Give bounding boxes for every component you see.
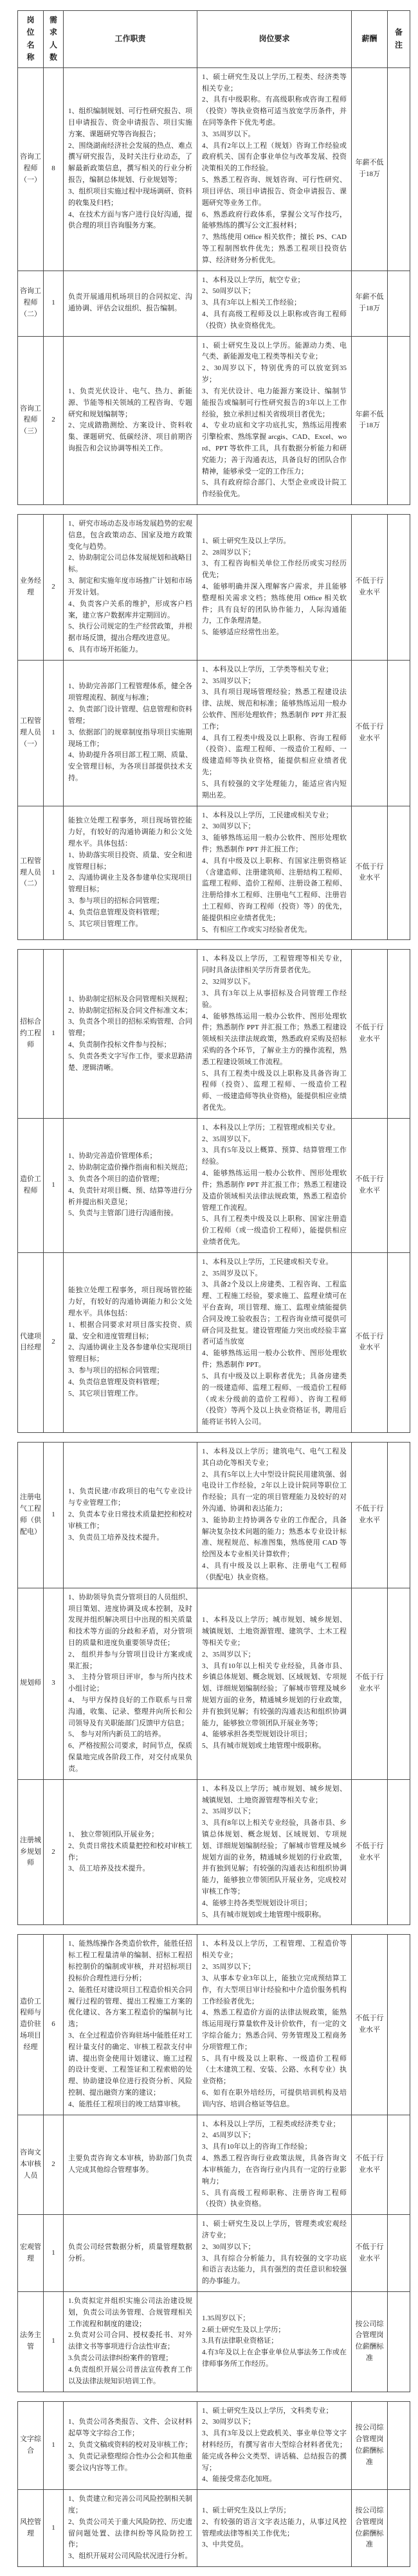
note-cell bbox=[388, 2490, 410, 2567]
duties-cell bbox=[64, 2215, 197, 2292]
salary-cell: 不低于行业水平 bbox=[352, 806, 388, 940]
note-cell bbox=[388, 1118, 410, 1252]
requirement-item: 1、本科及以上学历，工民建或相关专业。 bbox=[202, 1257, 333, 1266]
duty-item: 负责开展通用机场项目的合同拟定、沟通协调、评估会议组织、报告编制。 bbox=[68, 293, 192, 313]
requirement-item: 2、具有中级职称。有高级职称或咨询工程师（投资）等执业资格可适当放宽学历条件，并在同等条件下优先考虑。 bbox=[202, 96, 347, 127]
requirement-item: 3、具有3年及以上党政机关、事业单位等文字材料经历，有撰写省市大型综合材料者优先；能完成各种公文类型、讲话稿、总结报告的撰写； bbox=[202, 2429, 347, 2472]
duties-cell bbox=[64, 515, 197, 661]
requirement-item: 3、有工程咨询相关单位工作经历或实习经历优先； bbox=[202, 560, 347, 580]
duties-cell bbox=[64, 2401, 197, 2490]
requirement-item: 1、硕士研究生及以上学历。 bbox=[202, 537, 291, 545]
requirement-item: 1、本科及以上学历；工程管理或相关专业。 bbox=[202, 1123, 340, 1132]
duties-cell bbox=[64, 1588, 197, 1779]
requirement-item: 2、35周岁以下； bbox=[202, 677, 255, 685]
duty-item: 5、其它项目管理工作。 bbox=[68, 919, 143, 928]
duty-item: 2、沟通协调业主及各参建单位实现项目管理目标； bbox=[68, 874, 192, 894]
salary-cell: 不低于行业水平 bbox=[352, 1935, 388, 2115]
requirement-item: 2、35周岁及以下。 bbox=[202, 1269, 262, 1277]
duty-item: 2、协助制定公司总体发展规划和战略目标。 bbox=[68, 554, 192, 574]
duty-item: 3、依据部门的规章制度指导项目实施期现场工作； bbox=[68, 728, 192, 748]
requirement-item: 3、具有8年以上相关专业经验，具备市县、乡镇总体规划、概念规划、区域规划、专项规划、详细规划编制经验；了解城市管理及城乡规划方面的业务，精通城乡规划的行业政策，并有独到见解；有较强的沟通表达和组织协调能力，能够独立带领团队开展业务，完成校对审核工作等； bbox=[202, 1819, 347, 1896]
position-name-cell: 法务主管 bbox=[18, 2292, 44, 2392]
duty-item: 1、负责建立和完善公司风险控制相关制度； bbox=[68, 2495, 192, 2514]
requirement-item: 3、有光伏设计、电力能源方案设计、编制节能报告或编制可行性研究报告的3年以上工作经验，独立承担过相关省级项目者优先； bbox=[202, 387, 347, 418]
duty-item: 4、负责信息管理及资料管理； bbox=[68, 908, 164, 916]
table-row bbox=[18, 271, 410, 336]
recruitment-table-section-2 bbox=[17, 514, 410, 940]
duties-cell bbox=[64, 1118, 197, 1252]
duty-item: 4、负责针对项目概、预、结算等进行分析并提出相关意见； bbox=[68, 1186, 192, 1206]
requirements-cell bbox=[197, 1252, 352, 1432]
duties-cell bbox=[64, 806, 197, 940]
requirement-item: 2、45周岁以下； bbox=[202, 2131, 255, 2140]
headcount-cell: 6 bbox=[44, 1935, 64, 2115]
duty-item: 3、在全过程造价咨询驻场中能胜任对工程计量支付的确定、审核工程款支付申请、提出资金使用计划建议、施工过程的设计变更、工程签证和工程索赔的处理、协助建设单位进行投资分析、风险控制、提出融资方案的建议； bbox=[68, 2031, 192, 2097]
requirement-item: 3、具有综合分析能力，具有较强的文字功底和语言表达能力，具有强烈的责任意识和较强的办事能力。 bbox=[202, 2254, 347, 2286]
position-name-cell: 工程管理人员（一） bbox=[18, 660, 44, 806]
requirement-item: 1、硕士研究生及以上学历； bbox=[202, 2507, 291, 2514]
duties-cell bbox=[64, 2490, 197, 2567]
requirements-cell bbox=[197, 806, 352, 940]
position-name-cell: 咨询文本审核人员 bbox=[18, 2115, 44, 2215]
requirements-cell bbox=[197, 1442, 352, 1588]
table-row bbox=[18, 1935, 410, 2115]
requirements-cell bbox=[197, 515, 352, 661]
salary-cell: 按公司综合管理岗位薪酬标准 bbox=[352, 2292, 388, 2392]
requirement-item: 6、如有在职外培经历，可提供培训机构及培训内容、培训合格证等信息。 bbox=[202, 2089, 347, 2108]
table-row bbox=[18, 1118, 410, 1252]
position-name-cell: 造价工程师与造价驻场项目经理 bbox=[18, 1935, 44, 2115]
requirement-item: 4、具有中级及以上职称、注册电气工程师（供配电）执业资格。 bbox=[202, 1562, 347, 1581]
note-cell bbox=[388, 67, 410, 271]
duty-item: 1、组织编制规划、可行性研究报告、项目申请报告、资金申请报告、项目实施方案、课题研究等咨询报告； bbox=[68, 107, 192, 138]
requirements-cell bbox=[197, 2115, 352, 2215]
duty-item: 4.负责组织开展公司普法宣传教育工作以及法律法规知识培训工作。 bbox=[68, 2365, 192, 2385]
headcount-cell: 8 bbox=[44, 67, 64, 271]
requirement-item: 3.具有法律职业资格证； bbox=[202, 2337, 278, 2345]
duties-cell bbox=[64, 950, 197, 1118]
duty-item: 3、负责各个项目的造价管理； bbox=[68, 1175, 164, 1183]
duty-item: 1、研究市场动态及市场发展趋势的宏观信息，包含政策动态、国家及地方政策变化与趋势。 bbox=[68, 520, 192, 551]
requirement-item: 5、能够适应经常性出差。 bbox=[202, 628, 284, 637]
duty-item: 1、协助领导负责分管项目的人员组织、项目策划、进度协调及成本控制，及时发现并组织解决项目中出现的相关质量和技术等方面的分歧和矛盾，对分管项目的质量和进度负重要领导责任； bbox=[68, 1593, 192, 1647]
requirement-item: 1、本科及以上学历，工民建或相关专业； bbox=[202, 811, 333, 819]
salary-cell: 不低于行业水平 bbox=[352, 1442, 388, 1588]
note-cell bbox=[388, 1779, 410, 1925]
position-name-cell: 咨询工程师（二） bbox=[18, 271, 44, 336]
requirement-item: 1、本科及以上学历，工学类等相关专业； bbox=[202, 665, 333, 673]
note-cell bbox=[388, 2292, 410, 2392]
headcount-cell: 2 bbox=[44, 1252, 64, 1432]
table-row bbox=[18, 950, 410, 1118]
note-cell bbox=[388, 1252, 410, 1432]
position-name-cell: 注册城乡规划师 bbox=[18, 1779, 44, 1925]
duty-item: 1、 独立带领团队开展业务； bbox=[68, 1830, 159, 1838]
note-cell bbox=[388, 2215, 410, 2292]
requirement-item: 3、中共党员。 bbox=[202, 2541, 248, 2549]
salary-cell: 年薪不低于18万 bbox=[352, 271, 388, 336]
requirements-cell bbox=[197, 2401, 352, 2490]
duty-item: 3、负责记录整理综合性办公会和其他重要会议内容等工作。 bbox=[68, 2452, 192, 2472]
headcount-cell: 1 bbox=[44, 660, 64, 806]
table-row bbox=[18, 2115, 410, 2215]
requirement-item: 3、具有3年以上相关工作经验； bbox=[202, 299, 301, 307]
duty-item: 主要负责咨询文本审核，协助部门负责人完成其他综合管理事务。 bbox=[68, 2154, 192, 2174]
requirement-item: 2、28周岁以下； bbox=[202, 548, 255, 556]
note-cell bbox=[388, 515, 410, 661]
table-row bbox=[18, 2401, 410, 2490]
duty-item: 3、员工培养及技术提升。 bbox=[68, 1865, 150, 1873]
duty-item: 2、围绕湖南经济社会发展的热点、难点撰写研究报告，及时关注行业动态，了解最新政策信息，撰写相关的行业分析报告，编制总体规划、行业规划等； bbox=[68, 141, 192, 184]
requirement-item: 3、从事本专业3年以上，能独立完成预结算工作，有大型项目审计经验和中介造价服务机构工作经验者优先； bbox=[202, 1974, 347, 2005]
position-name-cell: 工程管理人员（二） bbox=[18, 806, 44, 940]
note-header: 备注 bbox=[388, 11, 410, 68]
recruitment-table-section-5 bbox=[17, 1934, 410, 2392]
table-row bbox=[18, 1779, 410, 1925]
headcount-cell: 3 bbox=[44, 1588, 64, 1779]
requirement-item: 2、具有5年以上大中型设计院民用建筑强、弱电设计工作经验，2年以上设计院同等职位工作经验；具有一定的项目管理能力及较好的对外沟通、协调和表达能力； bbox=[202, 1470, 347, 1513]
requirement-item: 3、具有3年以上从事招标及合同管理工作经验。 bbox=[202, 989, 347, 1009]
headcount-cell: 1 bbox=[44, 1442, 64, 1588]
salary-cell: 不低于行业水平 bbox=[352, 1779, 388, 1925]
duty-item: 4、负责信息管理及资料管理； bbox=[68, 1378, 164, 1386]
duty-item: 2、负责部门设计管理、信息管理和资料管理； bbox=[68, 706, 192, 725]
note-cell bbox=[388, 1442, 410, 1588]
requirement-item: 1、本科及以上学历，工程管理、工程造价等相关专业； bbox=[202, 1940, 347, 1960]
requirement-item: 3、能协助主持协调各专业的工作配合，具备解决复杂技术问题的能力；熟悉本专业设计标准、规程规范、标准图集，熟练使用 CAD 等绘图及本专业相关计算软件； bbox=[202, 1516, 347, 1559]
requirement-item: 4、能够承担各类型规划设计项目； bbox=[202, 1730, 312, 1739]
requirement-item: 5、具有较强的文字处理能力，能适应省内短期出差。 bbox=[202, 779, 347, 799]
duty-item: 2.负责对公司合同、授权委托书、对外法律文书等事项进行合法性审查； bbox=[68, 2331, 192, 2351]
requirement-item: 7、熟练使用 Office 相关软件；擅长 PS、CAD 等工程制图软件优先；熟悉工程项目投资估算、经济财务分析优先。 bbox=[202, 233, 347, 264]
duty-item: 5、其它项目管理工作。 bbox=[68, 1389, 143, 1398]
duties-cell bbox=[64, 1442, 197, 1588]
salary-cell: 年薪不低于18万 bbox=[352, 67, 388, 271]
recruitment-table-section-6 bbox=[17, 2401, 410, 2568]
requirement-item: 4、能够明确并深入理解客户需求，并且能够整理相关需求文档；熟练使用 Office 相关软件；具有良好的团队协作能力，人际沟通能力，工作条理清楚。 bbox=[202, 582, 347, 625]
headcount-cell: 1 bbox=[44, 806, 64, 940]
duty-item: 3、 主持分管项目评审，参与所内技术小组讨论； bbox=[68, 1673, 192, 1693]
position-name-header: 岗位名称 bbox=[18, 11, 44, 68]
requirement-item: 2、32周岁以下。 bbox=[202, 978, 255, 986]
requirement-item: 5、具有政府综合部门、大型企业或设计院工作经验优先。 bbox=[202, 479, 347, 499]
requirement-item: 4、具有高级工程师及以上职称或咨询工程师（投资）执业资格优先。 bbox=[202, 310, 347, 330]
headcount-cell: 1 bbox=[44, 2292, 64, 2392]
requirement-item: 3、具有5年及以上概算、预算、结算管理工作经验。 bbox=[202, 1146, 347, 1166]
duty-item: 3、负责员工培养及技术提升。 bbox=[68, 1533, 164, 1541]
duty-item: 5、负责与主管部门进行沟通衔接。 bbox=[68, 1209, 178, 1218]
note-cell bbox=[388, 660, 410, 806]
requirement-item: 1.35周岁以下； bbox=[202, 2314, 250, 2322]
position-name-cell: 招标合约工程师 bbox=[18, 950, 44, 1118]
requirement-item: 1、硕士研究生及以上学历。能源动力类、电气类、新能源发电工程类等相关专业； bbox=[202, 341, 347, 361]
requirements-cell bbox=[197, 1118, 352, 1252]
duty-item: 2、完成踏勘测绘、方案设计、资料收集、课题研究、低碳经济、项目前期咨询报告和会议协调等相关工作。 bbox=[68, 422, 192, 452]
requirement-item: 5、具有工程类中级及以上职称、国家注册造价工程师（或一级造价工程师），能提供相应业绩者优先。 bbox=[202, 1215, 347, 1246]
table-row bbox=[18, 806, 410, 940]
duties-cell bbox=[64, 1935, 197, 2115]
requirement-item: 4、具有2年以上工程（规划）咨询工作经验或政府机关、国有企事业单位与改革发展、投资决策相关的工作经验。 bbox=[202, 141, 347, 173]
table-header-row bbox=[18, 11, 410, 68]
duty-item: 1、负责公司各类报告、文件、会议材料起草等文字综合工作； bbox=[68, 2418, 192, 2438]
note-cell bbox=[388, 2401, 410, 2490]
duty-item: 1、能熟练操作各类造价软件，能胜任招标工程工程量清单的编制、招标工程招标控制价的编制或审核，并对招标项目投标价合理性进行分析； bbox=[68, 1940, 192, 1982]
requirement-item: 4、能接受常态化加班。 bbox=[202, 2475, 277, 2483]
position-name-cell: 业务经理 bbox=[18, 515, 44, 661]
requirement-item: 1、本科及以上学历，航空专业； bbox=[202, 276, 305, 284]
table-row bbox=[18, 1252, 410, 1432]
requirement-item: 1、硕士研究生及以上学历，管理类或宏观经济专业； bbox=[202, 2220, 347, 2239]
duty-item: 4、在技术方面与客户进行良好沟通，提供合理的项目咨询服务方案。 bbox=[68, 210, 192, 230]
requirement-item: 4、专业功底和文字功底扎实，熟练运用搜索引擎检索、熟练掌握 arcgis、CAD、Excel、word、PPT 等软件工具，具有数据分析能力和研究能力；善于沟通表达，具备良好的团队合作精神，能够承受一定的工作压力； bbox=[202, 422, 347, 475]
duty-item: 6、具有市场开拓能力。 bbox=[68, 645, 143, 653]
duty-item: 2、协助制定造价操作指南和相关规范； bbox=[68, 1164, 192, 1172]
note-cell bbox=[388, 806, 410, 940]
requirement-item: 2、35周岁以下。 bbox=[202, 1135, 255, 1143]
requirement-item: 4、能够熟练运用一般办公软件、图形处理软件；熟悉制作 PPT 并汇报工作；熟悉工程建设及造价领域相关法律法规政策，熟悉工程造价管理工作流程。 bbox=[202, 1169, 347, 1212]
salary-cell: 不低于行业水平 bbox=[352, 1118, 388, 1252]
requirement-item: 4、具有工程类中级及以上职称、咨询工程师（投资）、监理工程师、一级造价工程师、一级建造师等执业资格，能提供相应业绩者优先； bbox=[202, 734, 347, 777]
duties-header: 工作职责 bbox=[64, 11, 197, 68]
headcount-cell: 1 bbox=[44, 2215, 64, 2292]
requirement-item: 1、本科及以上学历；城市规划、城乡规划、城镇规划、土地资源管理、建筑学、土木工程等相关专业； bbox=[202, 1616, 347, 1647]
requirements-cell bbox=[197, 2292, 352, 2392]
position-name-cell: 咨询工程师（一） bbox=[18, 67, 44, 271]
note-cell bbox=[388, 2115, 410, 2215]
requirement-item: 4、具有中级及以上职称、有国家注册资格证（含建造师、注册建筑师、注册结构工程师、监理工程师、造价工程师、注册设备工程师、注册给排水工程师、注册电气工程师、注册岩土工程师、咨询工程师（投资）等）的优先，能提供相应业绩者优先； bbox=[202, 857, 347, 922]
salary-header: 薪酬 bbox=[352, 11, 388, 68]
table-row bbox=[18, 336, 410, 504]
headcount-cell: 1 bbox=[44, 950, 64, 1118]
duty-item: 4、 与甲方保持良好的工作联系与日常沟通，收集、记录、整理并向所长和公司领导及有关职能部门反馈甲方信息； bbox=[68, 1696, 192, 1727]
position-name-cell: 文字综合 bbox=[18, 2401, 44, 2490]
duties-cell bbox=[64, 1252, 197, 1432]
duty-item: 能独立处理工程事务，项目现场管控能力好，有较好的沟通协调能力和公文处理水平。具体包括： bbox=[68, 1286, 192, 1317]
duties-cell bbox=[64, 2115, 197, 2215]
duty-item: 1、协助完善部门工程管理体系，健全各项管理流程、制度与标准； bbox=[68, 682, 192, 702]
requirement-item: 3、能够熟练运用一般办公软件、图形处理软件；熟悉制作 PPT 并汇报工作； bbox=[202, 834, 347, 853]
requirements-header: 岗位要求 bbox=[197, 11, 352, 68]
duties-cell bbox=[64, 336, 197, 504]
position-name-cell: 注册电气工程师（供配电） bbox=[18, 1442, 44, 1588]
requirement-item: 5、具有城市规划或土地管理中级职称。 bbox=[202, 1910, 326, 1919]
note-cell bbox=[388, 271, 410, 336]
duty-item: 2、沟通协调业主及各参建单位实现项目管理目标； bbox=[68, 1344, 192, 1364]
note-cell bbox=[388, 1935, 410, 2115]
headcount-cell: 1 bbox=[44, 2490, 64, 2567]
duty-item: 1、负责光伏设计、电气、热力、新能源、节能等相关领域的工程咨询、专题研究和规划编制等； bbox=[68, 387, 192, 418]
table-row bbox=[18, 2215, 410, 2292]
requirement-item: 4、能够熟练运用一般办公软件、图形处理软件；熟悉制作 PPT。 bbox=[202, 1349, 347, 1369]
requirement-item: 5、有相应工作或实习经验者优先。 bbox=[202, 925, 312, 934]
requirement-item: 2、35周岁以下； bbox=[202, 1650, 255, 1658]
requirement-item: 2、30周岁以下； bbox=[202, 2243, 255, 2251]
requirement-item: 4.有3年及以上在企事业单位从事法务工作或在律师事务所工作经历。 bbox=[202, 2349, 347, 2368]
salary-cell: 年薪不低于18万 bbox=[352, 336, 388, 504]
duty-item: 3、组织项目实施过程中现场调研、资料的收集及归档； bbox=[68, 187, 192, 207]
duty-item: 2、负责本专业日常技术质量把控和校对审核工作； bbox=[68, 1510, 192, 1530]
position-name-cell: 风控管理 bbox=[18, 2490, 44, 2567]
position-name-cell: 宏观管理 bbox=[18, 2215, 44, 2292]
duty-item: 2、负责公司关于重大风险防控、历史遗留问题处置、法律纠纷等风险防控工作； bbox=[68, 2518, 192, 2549]
position-name-cell: 造价工程师 bbox=[18, 1118, 44, 1252]
duty-item: 4、协助提升各项目部工程工期、质量、安全管理目标，为各项目部提供技术支持。 bbox=[68, 751, 192, 782]
requirements-cell bbox=[197, 2490, 352, 2567]
salary-cell: 不低于行业水平 bbox=[352, 515, 388, 661]
headcount-cell: 1 bbox=[44, 1118, 64, 1252]
requirement-item: 2、50周岁以下； bbox=[202, 287, 255, 296]
duty-item: 5、执行公司规定的生产经营政策，并根据市场反馈，提出合理改进意见。 bbox=[68, 623, 192, 643]
requirement-item: 2、30周岁以下； bbox=[202, 2418, 255, 2426]
requirements-cell bbox=[197, 660, 352, 806]
requirement-item: 1、硕士研究生及以上学历,工程类、经济类等相关专业； bbox=[202, 73, 347, 93]
duty-item: 负责公司经营数据分析，质量管理数据分析。 bbox=[68, 2243, 192, 2262]
salary-cell: 按公司综合管理岗位薪酬标准 bbox=[352, 2401, 388, 2490]
salary-cell: 不低于行业水平 bbox=[352, 950, 388, 1118]
requirement-item: 1、本科及以上学历；城市规划、城乡规划、城镇规划、土地资源管理等相关专业； bbox=[202, 1784, 347, 1804]
requirement-item: 2、30周岁以下，特别优秀的可以放宽到35岁； bbox=[202, 364, 347, 384]
duty-item: 3.负责公司法律纠纷案件的管理； bbox=[68, 2354, 173, 2363]
salary-cell: 不低于行业水平 bbox=[352, 2115, 388, 2215]
requirement-item: 3、具有10年以上的咨询工作经验； bbox=[202, 2143, 312, 2151]
headcount-cell: 2 bbox=[44, 336, 64, 504]
note-cell bbox=[388, 336, 410, 504]
salary-cell: 不低于行业水平 bbox=[352, 1588, 388, 1779]
duty-item: 2、协助制定招标及合同文件标准文本； bbox=[68, 1006, 192, 1015]
requirements-cell bbox=[197, 1588, 352, 1779]
requirement-item: 3、具备2个及以上房建类、工程咨询、工程监理、工程施工经验，要求施工、监理业绩可在平台查询，项目管理、施工、监理业绩能提供合同及竣工验收报告；工程咨询业绩可提供可研合同及批复。建设管理能力突出或经验丰富者可适当放宽 bbox=[202, 1281, 347, 1346]
requirement-item: 5、具有高级工程师职称、注册咨询工程师（投资）执业资格。 bbox=[202, 2189, 347, 2208]
position-name-cell: 规划师 bbox=[18, 1588, 44, 1779]
requirement-item: 5、熟悉工程咨询、规划咨询、可行性研究、项目评估、项目申请报告、资金申请报告、课题研究等业务工作。 bbox=[202, 176, 347, 207]
requirement-item: 1、本科及以上学历，工程类或经济类专业； bbox=[202, 2120, 340, 2128]
requirement-item: 4、能够熟练运用一般办公软件、图形处理软件；熟悉制作 PPT 并汇报工作；熟悉工程建设领域相关法律法规政策，熟悉政府采购及招标采购的各个环节，了解业主方的操作流程，熟悉工程建设领域工作流程。 bbox=[202, 1012, 347, 1066]
duty-item: 2、能胜任对建设项目工程造价相关合同履行过程的管理、提出工程施工方案的优化建议、各方案工程造价的编制与比选； bbox=[68, 1985, 192, 2029]
requirement-item: 1、本科及以上学历，工程管理等相关专业，同时具备法律相关学历背景者优先。 bbox=[202, 955, 347, 975]
table-row bbox=[18, 2490, 410, 2567]
duty-item: 2、负责日常技术质量把控和校对审核工作； bbox=[68, 1842, 192, 1861]
note-cell bbox=[388, 1588, 410, 1779]
duty-item: 2、 组织并参与分管项目设计方案或成果汇报； bbox=[68, 1650, 192, 1670]
duties-cell bbox=[64, 271, 197, 336]
note-cell bbox=[388, 950, 410, 1118]
duty-item: 4、能胜任工程项目的竣工结算审核。 bbox=[68, 2100, 185, 2108]
requirement-item: 2、35周岁以下； bbox=[202, 1963, 255, 1971]
requirement-item: 2、35周岁以下； bbox=[202, 1808, 255, 1816]
duty-item: 5、 参与对所内新员工的培养。 bbox=[68, 1730, 166, 1739]
duty-item: 4、负责客户关系的维护，形成客户档案，建立客户数据库并定期回访。 bbox=[68, 600, 192, 619]
position-name-cell: 代建项目经理 bbox=[18, 1252, 44, 1432]
headcount-cell: 2 bbox=[44, 1779, 64, 1925]
headcount-cell: 1 bbox=[44, 271, 64, 336]
duty-item: 4、负责制作投标文件参与投标； bbox=[68, 1041, 171, 1049]
headcount-header: 需求人数 bbox=[44, 11, 64, 68]
duty-item: 3、参与项目的招标合同管理； bbox=[68, 1366, 164, 1374]
duty-item: 1、协助完善造价管理体系； bbox=[68, 1152, 157, 1160]
duty-item: 1.负责拟定并组织实施公司法治建设规划，负责公司法务管理、合规管理相关工作流程和制度的建设； bbox=[68, 2297, 192, 2328]
duty-item: 1、根据合同要求对项目落实投资、质量、安全和进度管理目标； bbox=[68, 1320, 192, 1340]
duty-item: 3、组织开展对公司风险状况进行分析。 bbox=[68, 2552, 192, 2561]
duties-cell bbox=[64, 1779, 197, 1925]
salary-cell: 不低于行业水平 bbox=[352, 660, 388, 806]
headcount-cell: 1 bbox=[44, 2401, 64, 2490]
headcount-cell: 2 bbox=[44, 2115, 64, 2215]
duties-cell bbox=[64, 660, 197, 806]
duties-cell bbox=[64, 67, 197, 271]
requirements-cell bbox=[197, 271, 352, 336]
table-row bbox=[18, 660, 410, 806]
requirement-item: 5、具有中级及以上职称、一级造价工程师（土木建筑工程、安装、公路、水利专业）执业资格； bbox=[202, 2054, 347, 2086]
duties-cell bbox=[64, 2292, 197, 2392]
duty-item: 3、制定和实施年度市场推广计划和市场开发计划。 bbox=[68, 577, 192, 596]
headcount-cell: 2 bbox=[44, 515, 64, 661]
requirement-item: 6、熟悉政府行政体系，掌握公文写作技巧，能够熟练的撰写公文汇报材料； bbox=[202, 210, 347, 230]
requirements-cell bbox=[197, 950, 352, 1118]
requirement-item: 5、具有工程类中级及以上职称及具备咨询工程师（投资）、监理工程师、一级造价工程师、一级建造师等执业资格)，能提供相应业绩者优先。 bbox=[202, 1069, 347, 1112]
requirement-item: 2、30周岁以下； bbox=[202, 822, 255, 831]
requirement-item: 5、具有中级及以上职称者优先；具备房建类的一级建造师、监理工程师、一级造价工程师（或未分级前的造价工程师）、咨询工程师（投资）等两个及以上执业资格证书，聘用后能将证书转入公司。 bbox=[202, 1372, 347, 1426]
recruitment-table-section-1 bbox=[17, 10, 410, 505]
requirement-item: 4、熟悉工程造价方面的法律法规政策，能熟练运用现行算量软件及计价软件，有一定的文字综合能力；熟悉合同、劳务管理及工程商务分项管理工作； bbox=[202, 2009, 347, 2051]
duty-item: 1、协助落实项目投资、质量、安全和进度管理目标； bbox=[68, 851, 192, 871]
duty-item: 3、参与项目的招标合同管理； bbox=[68, 897, 164, 905]
position-name-cell: 咨询工程师（三） bbox=[18, 336, 44, 504]
requirement-item: 3、具有10年以上相关专业经验，具备市县、乡镇总体规划、概念规划、区域规划、专项规划、详细规划编制经验；了解城市管理及城乡规划方面的业务，精通城乡规划的行业政策，并有独到见解；有较强的沟通表达和组织协调能力，能够独立带领团队开展业务等； bbox=[202, 1662, 347, 1727]
duty-item: 3、负责各个项目的招标采购管理、合同管理； bbox=[68, 1018, 192, 1038]
requirements-cell bbox=[197, 67, 352, 271]
requirement-item: 3、35周岁以下。 bbox=[202, 130, 255, 138]
requirements-cell bbox=[197, 2215, 352, 2292]
requirement-item: 1、硕士研究生及以上学历，文科类专业； bbox=[202, 2406, 333, 2415]
duty-item: 能独立处理工程事务，项目现场管控能力好，有较好的沟通协调能力和公文处理水平。具体包括： bbox=[68, 817, 192, 848]
recruitment-table-section-3 bbox=[17, 949, 410, 1433]
requirement-item: 2、有较强的语言文字表达能力，从事过风控管理或法律等相关工作优先； bbox=[202, 2518, 347, 2537]
requirement-item: 2.硕士研究生及以上学历； bbox=[202, 2325, 286, 2334]
requirement-item: 4、熟悉工程咨询行业政策法规，具备咨询文本审核能力，在咨询行业内具有一定的行业影响力； bbox=[202, 2154, 347, 2185]
requirement-item: 1、本科及以上学历；建筑电气、电气工程及其自动化等相关专业； bbox=[202, 1447, 347, 1467]
requirements-cell bbox=[197, 336, 352, 504]
table-row bbox=[18, 67, 410, 271]
duty-item: 2、负责文稿或资料的校对及审核工作； bbox=[68, 2440, 192, 2449]
recruitment-table-section-4 bbox=[17, 1442, 410, 1926]
salary-cell: 不低于行业水平 bbox=[352, 2215, 388, 2292]
table-row bbox=[18, 515, 410, 661]
salary-cell: 按公司综合管理岗位薪酬标准 bbox=[352, 2490, 388, 2567]
duty-item: 6、严格按照公司要求，时间节点，保质保量地完成各阶段工作，对交付成果负责。 bbox=[68, 1742, 192, 1773]
salary-cell: 不低于行业水平 bbox=[352, 1252, 388, 1432]
requirement-item: 3、具有项目现场管理经验；熟悉工程建设法律、法规、规范和标准；能够熟练运用一般办公软件、图形处理软件；熟悉制作 PPT 并汇报工作； bbox=[202, 688, 347, 731]
requirement-item: 5、具有城市规划或土地管理中级职称。 bbox=[202, 1742, 326, 1750]
table-row bbox=[18, 1442, 410, 1588]
table-row bbox=[18, 2292, 410, 2392]
duty-item: 5、负责各类文字写作工作，要求思路清楚、逻辑清晰。 bbox=[68, 1052, 192, 1072]
requirements-cell bbox=[197, 1779, 352, 1925]
requirement-item: 4、能够主持各类型规划设计项目； bbox=[202, 1899, 312, 1907]
duty-item: 1、负责民建/市政项目的电气专业设计与专业管理工作； bbox=[68, 1488, 192, 1507]
duty-item: 1、协助制定招标及合同管理相关规程； bbox=[68, 995, 192, 1003]
table-row bbox=[18, 1588, 410, 1779]
requirements-cell bbox=[197, 1935, 352, 2115]
